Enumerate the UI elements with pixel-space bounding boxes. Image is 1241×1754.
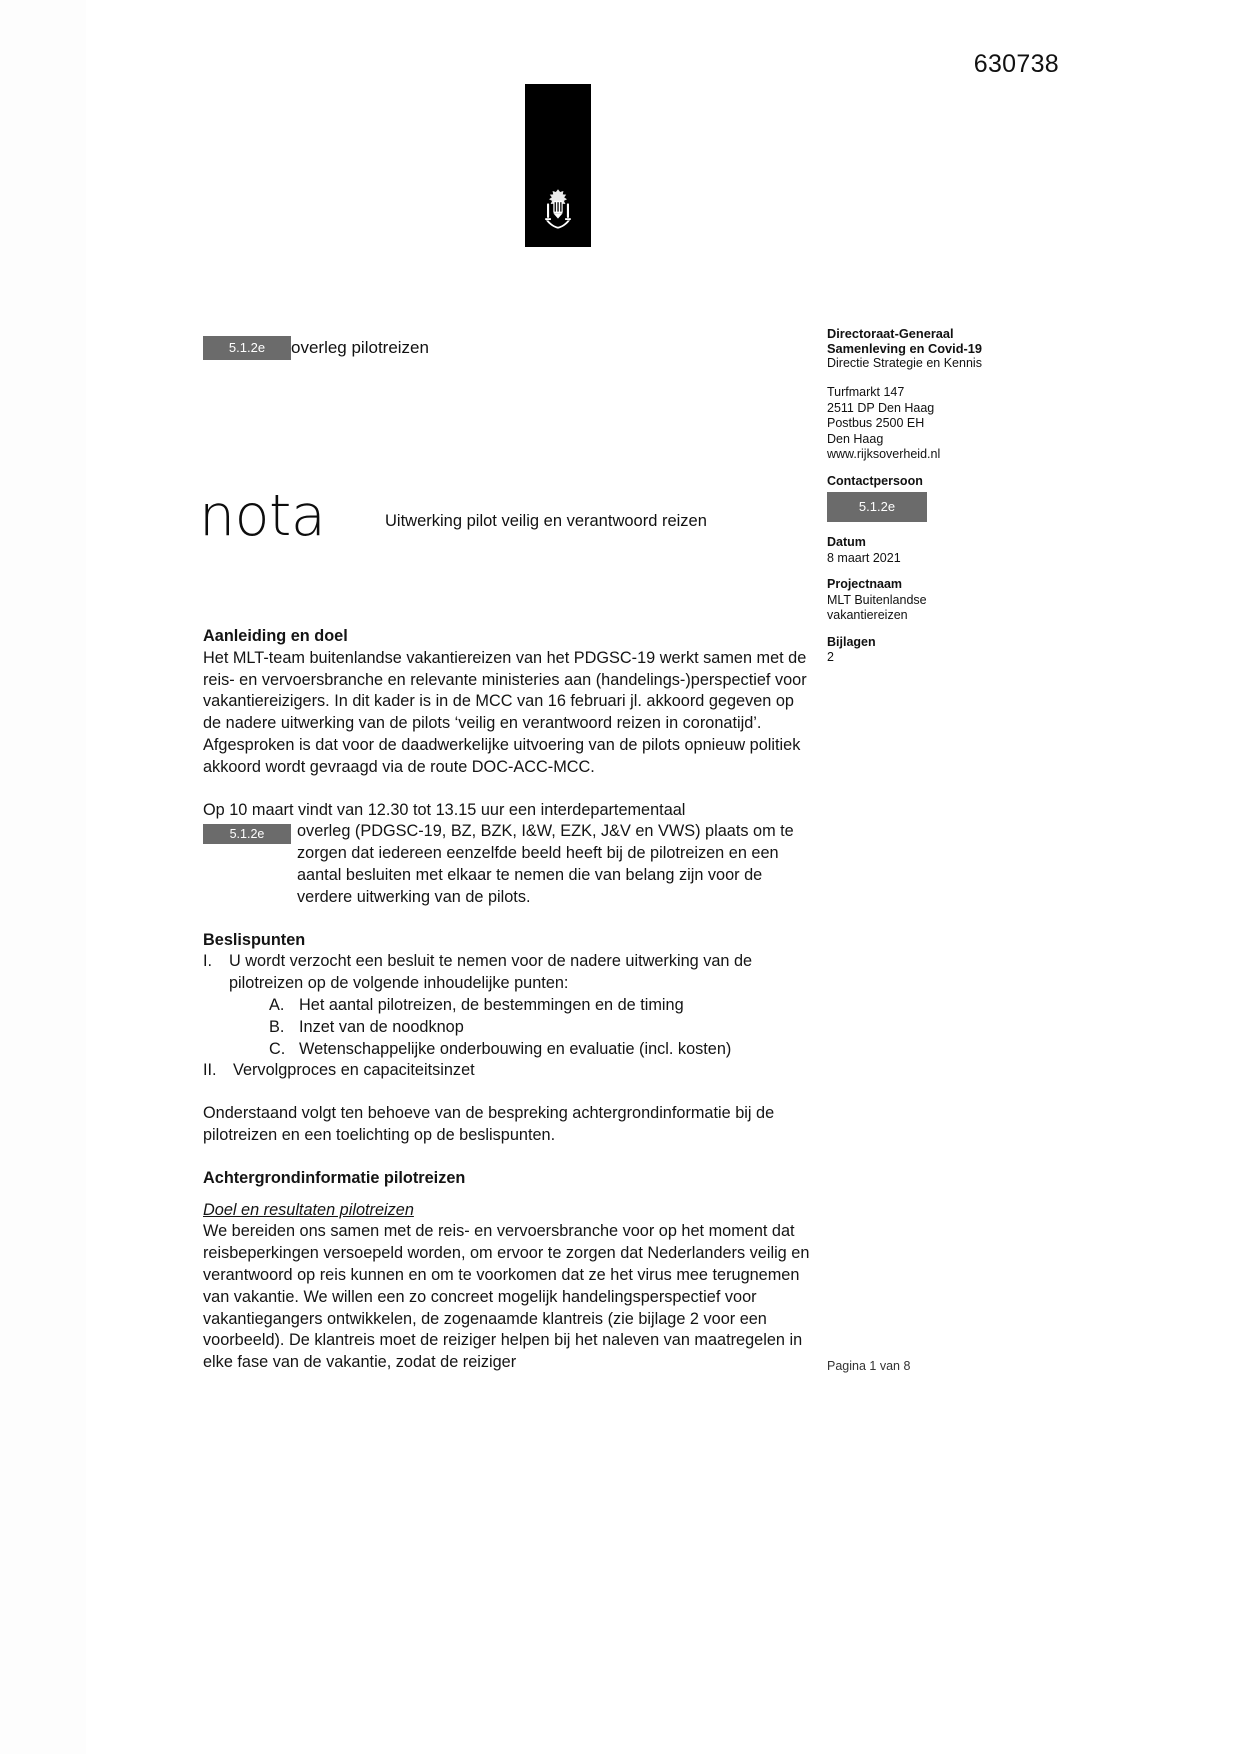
section-heading-aanleiding: Aanleiding en doel [203,627,348,645]
attachments-value: 2 [827,650,834,664]
redaction-box-inline: 5.1.2e [203,824,291,844]
page-footer: Pagina 1 van 8 [827,1359,911,1373]
list-text-b: Inzet van de noodknop [299,1017,464,1036]
decision-points-list [203,951,811,995]
document-number: 630738 [973,50,1059,78]
project-label: Projectnaam [827,577,903,591]
address-line-4: Den Haag [827,431,884,446]
document-metadata-sidebar [827,326,1017,666]
list-text-a: Het aantal pilotreizen, de bestemmingen en de timing [299,995,684,1014]
list-marker-a: A. [269,995,285,1014]
section-heading-beslispunten: Beslispunten [203,930,306,949]
page-margin-left [0,0,86,1754]
paragraph-meeting-body [203,821,811,908]
contact-label: Contactpersoon [827,473,923,488]
netherlands-coat-of-arms-icon [540,187,576,231]
date-label: Datum [827,535,866,549]
address-line-3: Postbus 2500 EH [827,416,925,430]
redaction-box-header: 5.1.2e [203,336,291,360]
redaction-box-contact: 5.1.2e [827,492,927,522]
rijksoverheid-logo-block [525,84,591,247]
paragraph-meeting-rest: overleg (PDGSC-19, BZ, BZK, I&W, EZK, J&V en VWS) plaats om te zorgen dat iedereen eenzelfde beeld heeft bij de pilotreizen en een aantal besluiten met elkaar te nemen die van belang zijn voor de verdere uitwerking van de pilots. [297,822,794,906]
date-value: 8 maart 2021 [827,550,901,565]
paragraph-onderstaand: Onderstaand volgt ten behoeve van de bespreking achtergrondinformatie bij de pilotreizen en een toelichting op de beslispunten. [203,1104,775,1144]
page-title: nota [199,483,326,549]
list-item-b [269,1017,811,1039]
paragraph-doel: We bereiden ons samen met de reis- en vervoersbranche voor op het moment dat reisbeperkingen versoepeld worden, om ervoor te zorgen dat Nederlanders veilig en verantwoord op reis kunnen en om te voorkomen dat ze het virus mee terugnemen van vakantie. We willen een zo concreet mogelijk handelingsperspectief voor vakantiegangers ontwikkelen, de zogenaamde klantreis (zie bijlage 2 voor een voorbeeld). De klantreis moet de reiziger helpen bij het naleven van maatregelen in elke fase van de vakantie, zodat de reiziger [203,1222,810,1372]
section-heading-achtergrond: Achtergrondinformatie pilotreizen [203,1168,466,1187]
page-subtitle: Uitwerking pilot veilig en verantwoord reizen [385,512,707,530]
list-marker-1: I. [203,952,213,971]
project-value-line2: vakantiereizen [827,608,908,622]
list-marker-b: B. [269,1017,285,1036]
list-item-roman-1 [203,951,811,995]
subheading-doel-resultaten: Doel en resultaten pilotreizen [203,1200,414,1219]
address-line-1: Turfmarkt 147 [827,385,905,399]
paragraph-meeting-intro: Op 10 maart vindt van 12.30 tot 13.15 uur een interdepartementaal [203,800,686,819]
list-item-c [269,1039,811,1061]
website-url: www.rijksoverheid.nl [827,447,941,461]
address-block [827,385,1017,463]
list-item-roman-2 [203,1060,811,1082]
attachments-label: Bijlagen [827,634,876,649]
list-item-a [269,995,811,1017]
address-line-2: 2511 DP Den Haag [827,400,935,415]
list-marker-2: II. [203,1061,217,1080]
document-body [203,626,811,1374]
list-text-1: U wordt verzocht een besluit te nemen voor de nadere uitwerking van de pilotreizen op de volgende inhoudelijke punten: [229,952,753,993]
decision-points-sublist [203,995,811,1060]
organisation-name-line1: Directoraat-Generaal [827,326,954,341]
header-subject-text: overleg pilotreizen [291,338,429,357]
list-marker-c: C. [269,1039,286,1058]
organisation-name-line2: Samenleving en Covid-19 [827,341,983,356]
header-subject-line [203,336,429,360]
project-value-line1: MLT Buitenlandse [827,592,927,607]
list-text-c: Wetenschappelijke onderbouwing en evaluatie (incl. kosten) [299,1039,732,1058]
list-text-2: Vervolgproces en capaciteitsinzet [233,1061,475,1080]
paragraph-aanleiding: Het MLT-team buitenlandse vakantiereizen van het PDGSC-19 werkt samen met de reis- en vervoersbranche en relevante ministeries aan (handelings-)perspectief voor vakantiereizigers. In dit kader is in de MCC van 16 februari jl. akkoord gegeven op de nadere uitwerking van de pilots ‘veilig en verantwoord reizen in coronatijd’. Afgesproken is dat voor de daadwerkelijke uitvoering van de pilots opnieuw politiek akkoord wordt gevraagd via de route DOC-ACC-MCC. [203,648,807,776]
decision-points-list-2 [203,1060,811,1082]
department-name: Directie Strategie en Kennis [827,356,982,370]
